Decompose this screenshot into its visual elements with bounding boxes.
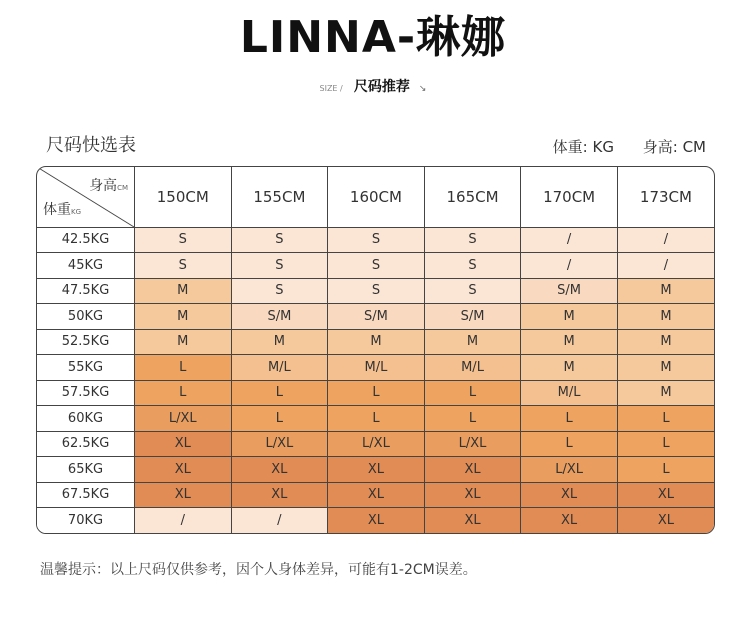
unit-height: 身高: CM <box>642 138 706 156</box>
weight-cell: 47.5KG <box>37 278 135 304</box>
size-cell: L <box>231 380 328 406</box>
weight-cell: 42.5KG <box>37 227 135 253</box>
size-cell: M <box>521 329 618 355</box>
weight-cell: 62.5KG <box>37 431 135 457</box>
size-cell: M <box>424 329 521 355</box>
size-cell: XL <box>135 482 232 508</box>
size-cell: S/M <box>424 304 521 330</box>
size-cell: XL <box>231 482 328 508</box>
weight-cell: 45KG <box>37 253 135 279</box>
unit-weight: 体重: KG <box>552 138 614 156</box>
size-cell: M <box>617 278 714 304</box>
table-row <box>37 278 714 304</box>
size-cell: L/XL <box>135 406 232 432</box>
size-cell: S <box>424 278 521 304</box>
size-cell: S <box>231 278 328 304</box>
size-cell: XL <box>617 508 714 534</box>
size-cell: M/L <box>231 355 328 381</box>
size-cell: XL <box>135 431 232 457</box>
size-cell: XL <box>424 482 521 508</box>
size-cell: XL <box>424 508 521 534</box>
size-cell: L <box>231 406 328 432</box>
table-row <box>37 431 714 457</box>
size-cell: M <box>231 329 328 355</box>
size-cell: S/M <box>231 304 328 330</box>
size-cell: L <box>521 406 618 432</box>
size-cell: S <box>135 227 232 253</box>
size-cell: M <box>135 278 232 304</box>
size-cell: M/L <box>424 355 521 381</box>
weight-cell: 67.5KG <box>37 482 135 508</box>
size-table-container <box>36 166 715 534</box>
size-cell: L/XL <box>424 431 521 457</box>
size-cell: M/L <box>521 380 618 406</box>
height-header: 155CM <box>231 167 328 227</box>
size-cell: L <box>617 431 714 457</box>
weight-cell: 60KG <box>37 406 135 432</box>
size-cell: S/M <box>521 278 618 304</box>
height-header: 173CM <box>617 167 714 227</box>
size-cell: L <box>135 380 232 406</box>
height-header: 160CM <box>328 167 425 227</box>
size-cell: M <box>135 304 232 330</box>
size-cell: L <box>424 406 521 432</box>
size-cell: XL <box>328 508 425 534</box>
weight-cell: 57.5KG <box>37 380 135 406</box>
height-header-row <box>37 167 714 227</box>
table-row <box>37 482 714 508</box>
table-row <box>37 457 714 483</box>
size-cell: / <box>617 227 714 253</box>
size-cell: M <box>135 329 232 355</box>
height-header: 150CM <box>135 167 232 227</box>
size-table-body <box>37 227 714 533</box>
size-cell: L <box>328 380 425 406</box>
size-cell: / <box>135 508 232 534</box>
size-cell: L <box>135 355 232 381</box>
size-cell: M <box>328 329 425 355</box>
table-row <box>37 253 714 279</box>
weight-cell: 52.5KG <box>37 329 135 355</box>
size-cell: M <box>521 304 618 330</box>
size-cell: M <box>521 355 618 381</box>
table-row <box>37 406 714 432</box>
size-cell: L/XL <box>521 457 618 483</box>
subtitle-cn: 尺码推荐 <box>353 79 410 95</box>
size-cell: L <box>617 406 714 432</box>
size-cell: S <box>424 253 521 279</box>
size-cell: M <box>617 329 714 355</box>
size-cell: S <box>328 227 425 253</box>
height-header: 170CM <box>521 167 618 227</box>
size-cell: / <box>521 253 618 279</box>
weight-cell: 55KG <box>37 355 135 381</box>
subtitle-en: SIZE / <box>319 84 343 93</box>
corner-height-label: 身高CM <box>89 178 128 194</box>
size-cell: XL <box>617 482 714 508</box>
size-cell: XL <box>521 508 618 534</box>
height-header: 165CM <box>424 167 521 227</box>
table-row <box>37 329 714 355</box>
size-table <box>37 167 714 533</box>
size-cell: S <box>231 253 328 279</box>
size-cell: S <box>231 227 328 253</box>
arrow-corner-icon: ↘ <box>418 84 427 94</box>
corner-cell <box>37 167 135 227</box>
size-cell: L/XL <box>231 431 328 457</box>
size-cell: M <box>617 355 714 381</box>
size-cell: S <box>135 253 232 279</box>
size-cell: XL <box>521 482 618 508</box>
table-row <box>37 304 714 330</box>
size-cell: L <box>424 380 521 406</box>
size-cell: / <box>617 253 714 279</box>
table-row <box>37 227 714 253</box>
footer-note: 温馨提示：以上尺码仅供参考，因个人身体差异，可能有1-2CM误差。 <box>40 562 477 578</box>
size-cell: S/M <box>328 304 425 330</box>
weight-cell: 50KG <box>37 304 135 330</box>
size-cell: L <box>521 431 618 457</box>
size-cell: S <box>328 278 425 304</box>
brand-title: LINNA-琳娜 <box>239 12 507 63</box>
size-recommend-subtitle <box>0 76 746 99</box>
size-cell: M/L <box>328 355 425 381</box>
corner-height-unit: CM <box>117 184 128 192</box>
table-row <box>37 508 714 534</box>
size-cell: XL <box>328 457 425 483</box>
size-cell: M <box>617 380 714 406</box>
size-cell: XL <box>135 457 232 483</box>
weight-cell: 65KG <box>37 457 135 483</box>
size-cell: S <box>424 227 521 253</box>
corner-weight-unit: KG <box>71 207 82 216</box>
table-row <box>37 355 714 381</box>
corner-weight-label: 体重KG <box>43 201 82 218</box>
size-cell: L <box>328 406 425 432</box>
size-cell: XL <box>231 457 328 483</box>
size-cell: L <box>617 457 714 483</box>
size-cell: / <box>231 508 328 534</box>
size-cell: / <box>521 227 618 253</box>
table-row <box>37 380 714 406</box>
size-cell: M <box>617 304 714 330</box>
size-cell: XL <box>328 482 425 508</box>
size-cell: S <box>328 253 425 279</box>
size-cell: XL <box>424 457 521 483</box>
unit-legend <box>529 136 706 158</box>
weight-cell: 70KG <box>37 508 135 534</box>
size-cell: L/XL <box>328 431 425 457</box>
table-title: 尺码快选表 <box>46 135 136 156</box>
